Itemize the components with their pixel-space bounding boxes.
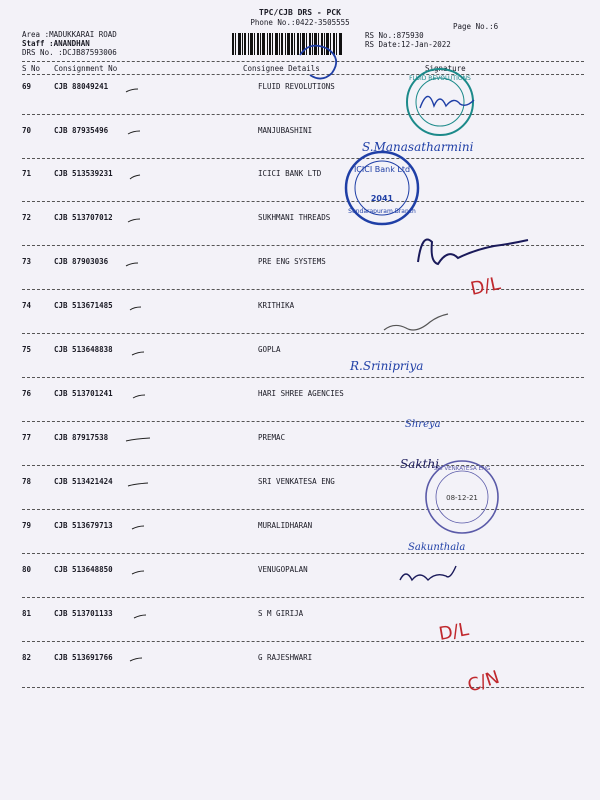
icici-stamp-line3: Sundarapuram Branch [348,208,416,215]
row-divider [22,245,584,246]
signature-row-72 [418,240,528,265]
row-divider [22,465,584,466]
row-sno: 76 [22,389,32,398]
cancel-mark-row-82: C/N [465,666,503,697]
row-divider [22,289,584,290]
staff-row [22,39,90,48]
signature-row-79: Sakunthala [408,542,466,553]
row-sno: 75 [22,345,32,354]
rs-date: RS Date:12-Jan-2022 [365,40,451,49]
row-consignment: CJB 513701241 [54,389,113,398]
sheet-title: TPC/CJB DRS - PCK [259,8,341,17]
row-consignee: ICICI BANK LTD [258,169,322,178]
row-consignee: MANJUBASHINI [258,126,313,135]
row-sno: 80 [22,565,32,574]
drs-row [22,48,117,57]
row-divider [22,509,584,510]
row-divider [22,201,584,202]
row-consignment: CJB 513648838 [54,345,113,354]
row-consignment: CJB 87935496 [54,126,109,135]
row-consignee: PREMAC [258,433,286,442]
row-consignment: CJB 513707012 [54,213,113,222]
row-sno: 70 [22,126,32,135]
signature-row-77: Shreya [405,419,441,430]
icici-stamp-line1: ICICI Bank Ltd [353,165,411,174]
row-sno: 82 [22,653,32,662]
signature-row-69 [420,96,474,108]
rs-number: RS No.:875930 [365,31,424,40]
drs-label: DRS No. : [22,48,63,57]
row-consignee: VENUGOPALAN [258,565,308,574]
row-consignee: KRITHIKA [258,301,295,310]
row-consignee: S M GIRIJA [258,609,304,618]
row-consignment: CJB 513691766 [54,653,113,662]
signature-row-70: S.Manasatharmini [362,140,474,154]
row-consignment: CJB 513671485 [54,301,113,310]
row-divider [22,377,584,378]
row-consignee: FLUID REVOLUTIONS [258,82,335,91]
venkatesa-stamp-text: SRI VENKATESA ENG [433,466,491,472]
signature-row-74: R.Srinipriya [350,359,424,373]
row-sno: 79 [22,521,32,530]
icici-stamp-line2: 2041 [370,194,394,203]
row-consignment: CJB 87903036 [54,257,109,266]
row-consignee: G RAJESHWARI [258,653,313,662]
col-signature: Signature [425,64,466,73]
row-divider [22,421,584,422]
area-label: Area : [22,30,50,39]
row-sno: 71 [22,169,32,178]
header-divider-top [22,61,584,62]
row-sno: 69 [22,82,32,91]
row-consignment: CJB 88049241 [54,82,109,91]
delivery-mark-row-73: D/L [468,273,503,300]
signature-row-74-scribble [384,314,448,330]
row-consignee: SUKHMANI THREADS [258,213,331,222]
header-divider-bottom [22,74,584,75]
row-sno: 73 [22,257,32,266]
phone-number: Phone No.:0422-3505555 [250,18,350,27]
row-consignment: CJB 87917538 [54,433,109,442]
row-divider [22,553,584,554]
row-divider [22,641,584,642]
icici-bank-stamp [346,152,418,224]
venkatesa-stamp-date: 08-12-21 [446,494,478,502]
signature-row-78: Sakthi [400,457,440,471]
row-divider [22,597,584,598]
row-consignment: CJB 513701133 [54,609,113,618]
col-consignment: Consignment No [54,64,118,73]
col-consignee: Consignee Details [243,64,320,73]
row-sno: 74 [22,301,32,310]
area-value: MADUKKARAI ROAD [49,30,117,39]
col-sno: S No [22,64,41,73]
row-consignment: CJB 513539231 [54,169,113,178]
delivery-mark-row-81: D/L [437,619,471,645]
row-consignment: CJB 513421424 [54,477,113,486]
signature-row-80 [400,566,456,580]
row-divider [22,333,584,334]
barcode-image [232,33,342,55]
row-consignee: PRE ENG SYSTEMS [258,257,326,266]
row-consignee: HARI SHREE AGENCIES [258,389,344,398]
row-sno: 78 [22,477,32,486]
row-sno: 77 [22,433,32,442]
fluid-revolutions-stamp [407,69,473,135]
row-consignee: GOPLA [258,345,281,354]
fluid-stamp-text: FLUID REVOLUTIONS [409,75,471,82]
staff-value: ANANDHAN [53,39,90,48]
drs-value: DCJB87593006 [62,48,117,57]
row-consignment: CJB 513679713 [54,521,113,530]
row-consignee: SRI VENKATESA ENG [258,477,335,486]
row-divider [22,687,584,688]
row-divider [22,114,584,115]
row-divider [22,158,584,159]
row-sno: 72 [22,213,32,222]
page-number: Page No.:6 [453,22,499,31]
row-consignment: CJB 513648850 [54,565,113,574]
row-consignee: MURALIDHARAN [258,521,313,530]
row-sno: 81 [22,609,32,618]
staff-label: Staff : [22,39,54,48]
venkatesa-stamp [426,461,498,533]
area-row [22,30,117,39]
